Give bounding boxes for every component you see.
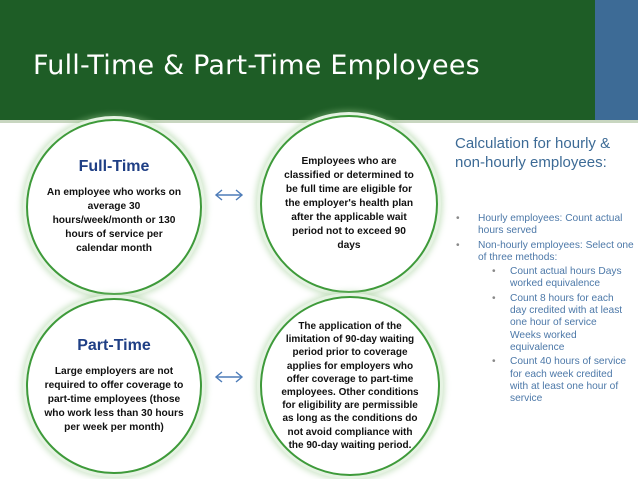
slide-title: Full-Time & Part-Time Employees <box>33 50 480 81</box>
double-arrow-icon <box>214 370 244 384</box>
full-time-definition-circle <box>26 119 202 295</box>
accent-bar <box>595 0 638 120</box>
title-bar <box>0 0 638 120</box>
method-weeks-worked: Count 40 hours of service for each week credited with at least one hour of service <box>510 356 627 405</box>
list-item <box>452 213 638 238</box>
method-list <box>478 266 638 405</box>
bullet-non-hourly: Non-hourly employees: Select one of three methods: <box>478 239 634 263</box>
part-time-rule: The application of the limitation of 90-day waiting period prior to coverage applies for employers who offer coverage to part-time employees. Other conditions for eligibility are permissible as long as the conditions do not avoid compliance with the 90-day waiting period. <box>281 320 419 451</box>
part-time-definition: Large employers are not required to offer coverage to part-time employees (those who work less than 30 hours per week per month) <box>44 366 184 433</box>
method-days-worked: Count 8 hours for each day credited with at least one hour of service Weeks worked equivalence <box>510 292 623 353</box>
calculation-list <box>452 213 638 407</box>
bullet-hourly: Hourly employees: Count actual hours served <box>478 213 623 237</box>
list-item <box>452 240 638 406</box>
part-time-title: Part-Time <box>77 337 151 354</box>
list-item <box>478 356 630 405</box>
full-time-title: Full-Time <box>78 158 150 175</box>
double-arrow-icon <box>214 188 244 202</box>
full-time-rule-circle <box>260 115 438 293</box>
full-time-rule: Employees who are classified or determined to be full time are eligible for the employer's health plan after the applicable wait period not to exceed 90 days <box>284 156 414 251</box>
part-time-definition-circle <box>26 298 202 474</box>
part-time-rule-circle <box>260 296 440 476</box>
list-item <box>478 266 630 291</box>
list-item <box>478 293 630 354</box>
full-time-definition: An employee who works on average 30 hours/week/month or 130 hours of service per calendar month <box>46 187 182 254</box>
method-actual-hours: Count actual hours Days worked equivalence <box>510 266 622 290</box>
calculation-heading: Calculation for hourly & non-hourly employees: <box>455 135 611 171</box>
